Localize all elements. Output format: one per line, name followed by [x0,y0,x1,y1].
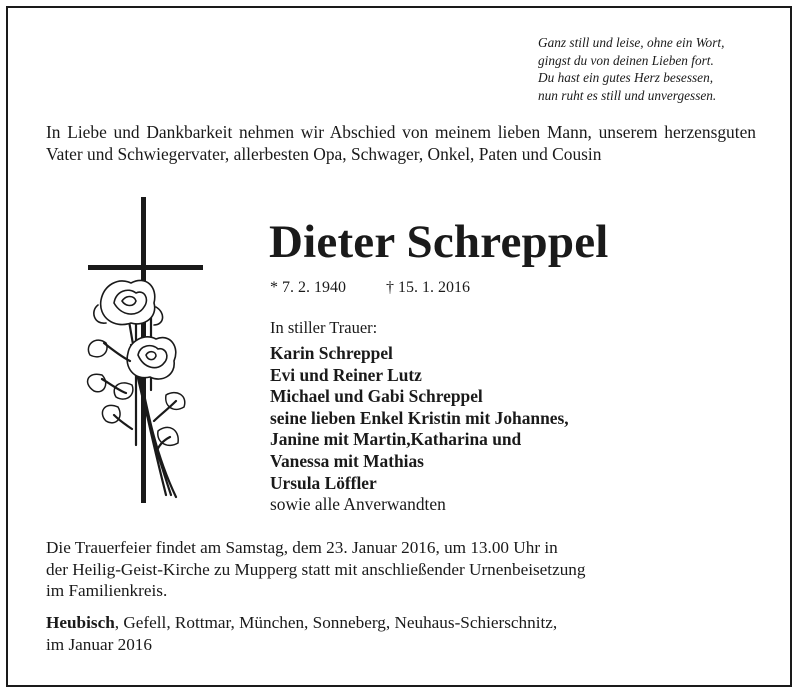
notice-date: im Januar 2016 [46,634,152,654]
mourner-name: Ursula Löffler [270,472,377,493]
intro-line: herzensguten Vater und Schwiegervater, allerbesten Opa, Schwager, Onkel, Paten [46,122,756,164]
place-and-date [46,612,666,655]
place-line [46,612,666,634]
poem-line: Du hast ein gutes Herz besessen, [538,70,714,85]
intro-text [46,122,756,165]
ceremony-line: Die Trauerfeier findet am Samstag, dem 23. Januar 2016, um 13.00 Uhr in [46,538,558,557]
relatives-line: sowie alle Anverwandten [270,494,446,515]
memorial-poem [538,34,778,104]
mourner-name: seine lieben Enkel Kristin mit Johannes, [270,407,569,428]
mourner-name: Michael und Gabi Schreppel [270,386,483,407]
death-date: † 15. 1. 2016 [386,279,470,296]
town-name: Heubisch [46,613,115,632]
intro-line: In Liebe und Dankbarkeit nehmen wir Abschied von meinem lieben Mann, unserem [46,122,658,142]
ceremony-line: der Heilig-Geist-Kirche zu Mupperg statt mit anschließender Urnenbeisetzung [46,559,586,579]
other-towns: , Gefell, Rottmar, München, Sonneberg, Neuhaus-Schierschnitz, [114,613,558,632]
ceremony-line: im Familienkreis. [46,581,168,600]
ceremony-details [46,537,646,602]
cross-with-roses-icon [76,195,206,505]
birth-date: * 7. 2. 1940 [270,279,346,296]
poem-line: gingst du von deinen Lieben fort. [538,52,714,68]
mourning-label: In stiller Trauer: [270,318,378,337]
mourner-name: Janine mit Martin,Katharina und [270,429,522,450]
mourner-name: Karin Schreppel [270,343,393,363]
mourner-name: Vanessa mit Mathias [270,450,424,471]
mourner-name: Evi und Reiner Lutz [270,364,422,385]
life-dates [270,278,470,298]
poem-line: Ganz still und leise, ohne ein Wort, [538,35,725,50]
intro-line: und Cousin [521,143,602,164]
deceased-name: Dieter Schreppel [269,216,609,268]
poem-line: nun ruht es still und unvergessen. [538,87,717,103]
mourners-list [270,343,569,516]
